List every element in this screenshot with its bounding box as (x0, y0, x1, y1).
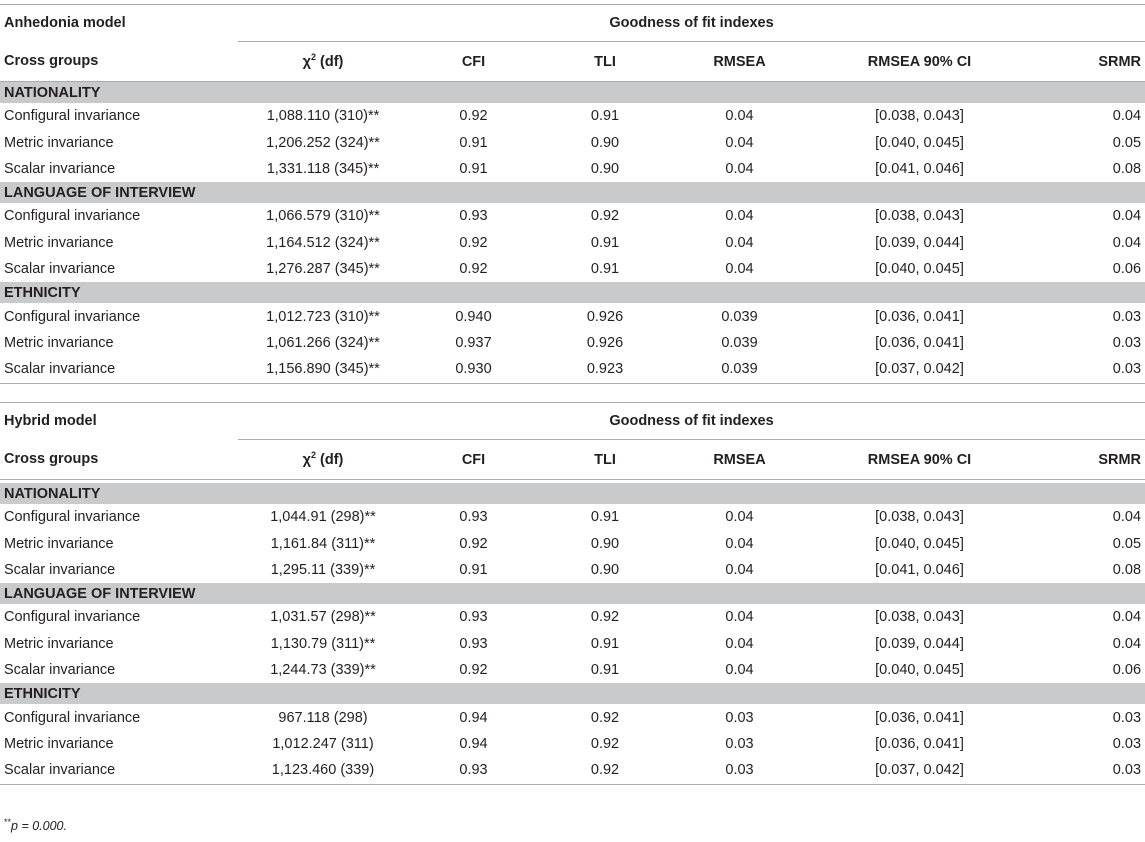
srmr-value: 0.03 (1031, 757, 1145, 784)
col-cfi: CFI (408, 42, 539, 82)
column-header-row (0, 440, 1145, 480)
row-label: Configural invariance (4, 308, 141, 325)
table-row (0, 256, 1145, 282)
chi-square-value: 1,331.118 (345)** (266, 160, 380, 177)
chi-symbol: χ (302, 451, 311, 468)
srmr-value: 0.03 (1112, 308, 1142, 325)
cfi-value: 0.93 (459, 635, 488, 652)
col-tli: TLI (539, 440, 671, 480)
rmsea-ci-value: [0.036, 0.041] (875, 735, 964, 752)
chi-square-value: 1,012.723 (310)** (266, 308, 380, 325)
tli-value: 0.92 (590, 709, 620, 726)
tli-value: 0.92 (590, 208, 620, 225)
rmsea-value: 0.04 (725, 160, 754, 177)
cfi-value: 0.93 (459, 509, 488, 526)
col-cross-groups: Cross groups (0, 440, 238, 480)
srmr-value: 0.03 (1112, 709, 1142, 726)
chi-square-value: 1,295.11 (339)** (270, 561, 376, 578)
chi-square-value: 1,044.91 (298)** (270, 509, 376, 526)
tli-value: 0.923 (539, 356, 671, 383)
rmsea-ci-value: [0.039, 0.044] (875, 635, 964, 652)
row-label: Scalar invariance (4, 261, 116, 278)
group-name: NATIONALITY (0, 82, 1145, 104)
srmr-value: 0.04 (1112, 609, 1142, 626)
row-label: Configural invariance (4, 208, 141, 225)
col-rmsea-ci: RMSEA 90% CI (808, 42, 1031, 82)
chi-square-value: 1,061.266 (324)** (266, 334, 380, 351)
rmsea-value: 0.03 (725, 709, 754, 726)
row-label: Configural invariance (4, 509, 141, 526)
cfi-value: 0.93 (459, 609, 488, 626)
chi-df: (df) (316, 451, 344, 468)
cfi-value: 0.937 (455, 334, 492, 351)
model-title-row (0, 403, 1145, 440)
table-row (0, 330, 1145, 356)
rmsea-ci-value: [0.036, 0.041] (875, 334, 964, 351)
cfi-value: 0.91 (459, 134, 488, 151)
table-row (0, 530, 1145, 556)
rmsea-value: 0.04 (725, 509, 754, 526)
cfi-value: 0.93 (408, 757, 539, 784)
rmsea-value: 0.04 (725, 561, 754, 578)
cfi-value: 0.92 (459, 662, 488, 679)
group-header-row (0, 683, 1145, 704)
srmr-value: 0.05 (1112, 134, 1142, 151)
cfi-value: 0.92 (459, 108, 488, 125)
cfi-value: 0.94 (459, 709, 488, 726)
row-label: Scalar invariance (0, 356, 238, 383)
tli-value: 0.90 (590, 134, 620, 151)
group-name: LANGUAGE OF INTERVIEW (0, 583, 1145, 604)
goodness-of-fit-header: Goodness of fit indexes (238, 403, 1145, 440)
col-chi-square (238, 42, 408, 82)
row-label: Metric invariance (4, 735, 114, 752)
chi-square-value: 1,130.79 (311)** (270, 635, 376, 652)
tli-value: 0.90 (590, 561, 620, 578)
chi-symbol: χ (302, 53, 311, 70)
table-row (0, 504, 1145, 530)
group-header-row (0, 82, 1145, 104)
rmsea-value: 0.04 (725, 234, 754, 251)
model-title-row (0, 5, 1145, 42)
rmsea-ci-value: [0.038, 0.043] (875, 609, 964, 626)
rmsea-ci-value: [0.041, 0.046] (875, 561, 964, 578)
row-label: Scalar invariance (4, 561, 116, 578)
row-label: Metric invariance (4, 535, 114, 552)
tli-value: 0.92 (590, 735, 620, 752)
table-row (0, 103, 1145, 129)
cfi-value: 0.940 (455, 308, 492, 325)
cfi-value: 0.92 (459, 234, 488, 251)
tli-value: 0.91 (590, 261, 620, 278)
row-label: Scalar invariance (0, 757, 238, 784)
chi-superscript: 2 (310, 51, 316, 62)
table-row (0, 704, 1145, 730)
chi-superscript: 2 (310, 449, 316, 460)
row-label: Metric invariance (4, 234, 114, 251)
rmsea-ci-value: [0.038, 0.043] (875, 509, 964, 526)
footnote-marker: ** (4, 816, 12, 827)
rmsea-value: 0.04 (725, 208, 754, 225)
srmr-value: 0.08 (1112, 561, 1142, 578)
group-name: ETHNICITY (0, 683, 1145, 704)
rmsea-value: 0.039 (721, 308, 758, 325)
rmsea-ci-value: [0.040, 0.045] (875, 134, 964, 151)
srmr-value: 0.04 (1112, 635, 1142, 652)
chi-square-value: 1,066.579 (310)** (266, 208, 380, 225)
rmsea-value: 0.03 (671, 757, 808, 784)
group-name: ETHNICITY (0, 282, 1145, 303)
rmsea-value: 0.04 (725, 609, 754, 626)
srmr-value: 0.06 (1112, 261, 1142, 278)
rmsea-ci-value: [0.040, 0.045] (875, 535, 964, 552)
group-header-row (0, 282, 1145, 303)
model-name: Anhedonia model (0, 5, 238, 42)
row-label: Configural invariance (4, 108, 141, 125)
table-row (0, 129, 1145, 155)
group-name: LANGUAGE OF INTERVIEW (0, 182, 1145, 203)
group-header-row (0, 483, 1145, 504)
cfi-value: 0.91 (459, 561, 488, 578)
tli-value: 0.91 (590, 108, 620, 125)
row-label: Scalar invariance (4, 160, 116, 177)
chi-df: (df) (316, 53, 344, 70)
group-header-row (0, 583, 1145, 604)
tli-value: 0.92 (590, 609, 620, 626)
group-header-row (0, 182, 1145, 203)
col-cross-groups: Cross groups (0, 42, 238, 82)
table-footnote (4, 816, 67, 833)
rmsea-value: 0.04 (725, 134, 754, 151)
chi-square-value: 1,161.84 (311)** (270, 535, 376, 552)
rmsea-value: 0.03 (725, 735, 754, 752)
chi-square-value: 1,088.110 (310)** (266, 108, 380, 125)
col-cfi: CFI (408, 440, 539, 480)
chi-square-value: 1,244.73 (339)** (270, 662, 376, 679)
rmsea-value: 0.04 (725, 261, 754, 278)
col-rmsea: RMSEA (671, 440, 808, 480)
chi-square-value: 1,276.287 (345)** (266, 261, 380, 278)
srmr-value: 0.04 (1112, 234, 1142, 251)
cfi-value: 0.93 (459, 208, 488, 225)
row-label: Scalar invariance (4, 662, 116, 679)
row-label: Metric invariance (4, 334, 114, 351)
row-label: Configural invariance (4, 609, 141, 626)
table-row (0, 557, 1145, 583)
rmsea-ci-value: [0.036, 0.041] (875, 308, 964, 325)
col-srmr: SRMR (1031, 440, 1145, 480)
srmr-value: 0.03 (1112, 334, 1142, 351)
row-label: Metric invariance (4, 134, 114, 151)
chi-square-value: 1,156.890 (345)** (238, 356, 408, 383)
chi-square-value: 1,031.57 (298)** (270, 609, 376, 626)
col-chi-square (238, 440, 408, 480)
srmr-value: 0.06 (1112, 662, 1142, 679)
table-row (0, 757, 1145, 784)
cfi-value: 0.91 (459, 160, 488, 177)
table-row (0, 203, 1145, 229)
tli-value: 0.90 (590, 160, 620, 177)
rmsea-ci-value: [0.038, 0.043] (875, 208, 964, 225)
tli-value: 0.926 (586, 308, 624, 325)
rmsea-ci-value: [0.038, 0.043] (875, 108, 964, 125)
chi-square-value: 1,206.252 (324)** (266, 134, 380, 151)
cfi-value: 0.930 (408, 356, 539, 383)
tli-value: 0.91 (590, 635, 620, 652)
row-label: Metric invariance (4, 635, 114, 652)
group-name: NATIONALITY (0, 483, 1145, 504)
table-row (0, 230, 1145, 256)
rmsea-value: 0.04 (725, 535, 754, 552)
srmr-value: 0.03 (1112, 735, 1142, 752)
rmsea-value: 0.04 (725, 108, 754, 125)
table-row (0, 631, 1145, 657)
cfi-value: 0.92 (459, 261, 488, 278)
srmr-value: 0.03 (1031, 356, 1145, 383)
srmr-value: 0.05 (1112, 535, 1142, 552)
table-row (0, 731, 1145, 757)
rmsea-ci-value: [0.037, 0.042] (808, 356, 1031, 383)
tli-value: 0.91 (590, 509, 620, 526)
chi-square-value: 1,012.247 (311) (272, 735, 374, 752)
cfi-value: 0.92 (459, 535, 488, 552)
goodness-of-fit-header: Goodness of fit indexes (238, 5, 1145, 42)
tli-value: 0.90 (590, 535, 620, 552)
tli-value: 0.91 (590, 234, 620, 251)
rmsea-ci-value: [0.040, 0.045] (875, 261, 964, 278)
footnote-text: p = 0.000. (11, 819, 67, 833)
table-row (0, 657, 1145, 683)
col-srmr: SRMR (1031, 42, 1145, 82)
row-label: Configural invariance (4, 709, 141, 726)
rmsea-value: 0.04 (725, 662, 754, 679)
table-row (0, 356, 1145, 383)
rmsea-ci-value: [0.041, 0.046] (875, 160, 964, 177)
rmsea-ci-value: [0.036, 0.041] (875, 709, 964, 726)
column-header-row (0, 42, 1145, 82)
col-rmsea-ci: RMSEA 90% CI (808, 440, 1031, 480)
rmsea-ci-value: [0.040, 0.045] (875, 662, 964, 679)
rmsea-value: 0.04 (725, 635, 754, 652)
rmsea-ci-value: [0.039, 0.044] (875, 234, 964, 251)
table-row (0, 303, 1145, 329)
chi-square-value: 1,164.512 (324)** (266, 234, 380, 251)
table-row (0, 604, 1145, 630)
cfi-value: 0.94 (459, 735, 488, 752)
srmr-value: 0.08 (1112, 160, 1142, 177)
rmsea-ci-value: [0.037, 0.042] (808, 757, 1031, 784)
srmr-value: 0.04 (1112, 509, 1142, 526)
srmr-value: 0.04 (1112, 108, 1142, 125)
tli-value: 0.926 (586, 334, 624, 351)
tli-value: 0.92 (539, 757, 671, 784)
chi-square-value: 967.118 (298) (278, 709, 368, 726)
rmsea-value: 0.039 (671, 356, 808, 383)
model-name: Hybrid model (0, 403, 238, 440)
srmr-value: 0.04 (1112, 208, 1142, 225)
col-rmsea: RMSEA (671, 42, 808, 82)
tli-value: 0.91 (590, 662, 620, 679)
col-tli: TLI (539, 42, 671, 82)
chi-square-value: 1,123.460 (339) (238, 757, 408, 784)
anhedonia-model-table (0, 4, 1145, 384)
rmsea-value: 0.039 (721, 334, 758, 351)
table-row (0, 156, 1145, 182)
hybrid-model-table (0, 402, 1145, 785)
